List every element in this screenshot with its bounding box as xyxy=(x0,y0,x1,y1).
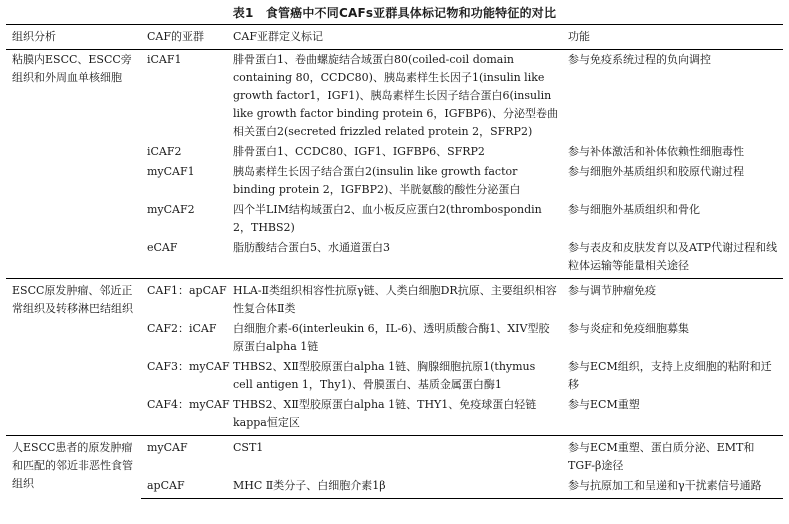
subtype-cell: CAF2：iCAF xyxy=(147,322,217,335)
function-cell: 参与ECM重塑、蛋白质分泌、EMT和TGF-β途径 xyxy=(562,436,783,477)
table-row xyxy=(6,436,783,477)
markers-cell: 腓骨蛋白1、卷曲螺旋结合域蛋白80(coiled-coil domain containing 80，CCDC80)、胰岛素样生长因子1(insulin like growth factor1，IGF1)、胰岛素样生长因子结合蛋白6(insulin like growth factor binding protein 6，IGFBP6)、分泌型卷曲相关蛋白2(secreted frizzled related protein 2，SFRP2) xyxy=(233,53,558,138)
table-row xyxy=(6,279,783,320)
subtype-cell: CAF3：myCAF xyxy=(147,360,230,373)
markers-cell: HLA-Ⅱ类组织相容性抗原γ链、人类白细胞DR抗原、主要组织相容性复合体Ⅱ类 xyxy=(227,279,562,320)
markers-cell: THBS2、XⅡ型胶原蛋白alpha 1链、THY1、免疫球蛋白轻链kappa恒定区 xyxy=(233,398,537,429)
header-function: 功能 xyxy=(562,25,783,50)
header-tissue: 组织分析 xyxy=(6,25,141,50)
function-cell: 参与调节肿瘤免疫 xyxy=(562,279,783,320)
tissue-cell: 粘膜内ESCC、ESCC旁组织和外周血单核细胞 xyxy=(12,53,132,84)
markers-cell: 白细胞介素-6(interleukin 6，IL-6)、透明质酸合酶1、XIV型胶原蛋白alpha 1链 xyxy=(233,322,550,353)
markers-cell: 四个半LIM结构域蛋白2、血小板反应蛋白2(thrombospondin 2，THBS2) xyxy=(233,203,542,234)
subtype-cell: eCAF xyxy=(147,241,178,254)
subtype-cell: myCAF2 xyxy=(147,203,195,216)
function-cell: 参与ECM组织，支持上皮细胞的粘附和迁移 xyxy=(568,360,772,391)
markers-cell: THBS2、XⅡ型胶原蛋白alpha 1链、胸腺细胞抗原1(thymus cell antigen 1，Thy1)、骨膜蛋白、基质金属蛋白酶1 xyxy=(233,360,536,391)
function-cell: 参与细胞外基质组织和胶原代谢过程 xyxy=(568,165,744,178)
function-cell: 参与表皮和皮肤发育以及ATP代谢过程和线粒体运输等能量相关途径 xyxy=(568,241,778,272)
header-subtype: CAF的亚群 xyxy=(141,25,227,50)
tissue-cell: ESCC原发肿瘤、邻近正常组织及转移淋巴结组织 xyxy=(6,279,141,436)
subtype-cell: CAF1：apCAF xyxy=(141,279,227,320)
function-cell: 参与ECM重塑 xyxy=(568,398,640,411)
function-cell: 参与免疫系统过程的负向调控 xyxy=(568,53,711,66)
caf-subtypes-table xyxy=(6,24,783,499)
markers-cell: MHC Ⅱ类分子、白细胞介素1β xyxy=(227,476,562,499)
subtype-cell: apCAF xyxy=(141,476,227,499)
table-body xyxy=(6,50,783,499)
markers-cell: 腓骨蛋白1、CCDC80、IGF1、IGFBP6、SFRP2 xyxy=(233,145,485,158)
markers-cell: CST1 xyxy=(227,436,562,477)
subtype-cell: myCAF xyxy=(141,436,227,477)
subtype-cell: myCAF1 xyxy=(147,165,195,178)
function-cell: 参与炎症和免疫细胞募集 xyxy=(568,322,689,335)
tissue-cell: 人ESCC患者的原发肿瘤和匹配的邻近非恶性食管组织 xyxy=(6,436,141,499)
subtype-cell: iCAF1 xyxy=(147,53,182,66)
function-cell: 参与补体激活和补体依赖性细胞毒性 xyxy=(568,145,744,158)
markers-cell: 脂肪酸结合蛋白5、水通道蛋白3 xyxy=(233,241,390,254)
header-row xyxy=(6,25,783,50)
table-row xyxy=(6,50,783,143)
function-cell: 参与细胞外基质组织和骨化 xyxy=(568,203,700,216)
header-markers: CAF亚群定义标记 xyxy=(227,25,562,50)
subtype-cell: CAF4：myCAF xyxy=(147,398,230,411)
subtype-cell: iCAF2 xyxy=(147,145,182,158)
function-cell: 参与抗原加工和呈递和γ干扰素信号通路 xyxy=(562,476,783,499)
markers-cell: 胰岛素样生长因子结合蛋白2(insulin like growth factor binding protein 2，IGFBP2)、半胱氨酸的酸性分泌蛋白 xyxy=(233,165,521,196)
table-caption: 表1 食管癌中不同CAFs亚群具体标记物和功能特征的对比 xyxy=(232,6,557,20)
